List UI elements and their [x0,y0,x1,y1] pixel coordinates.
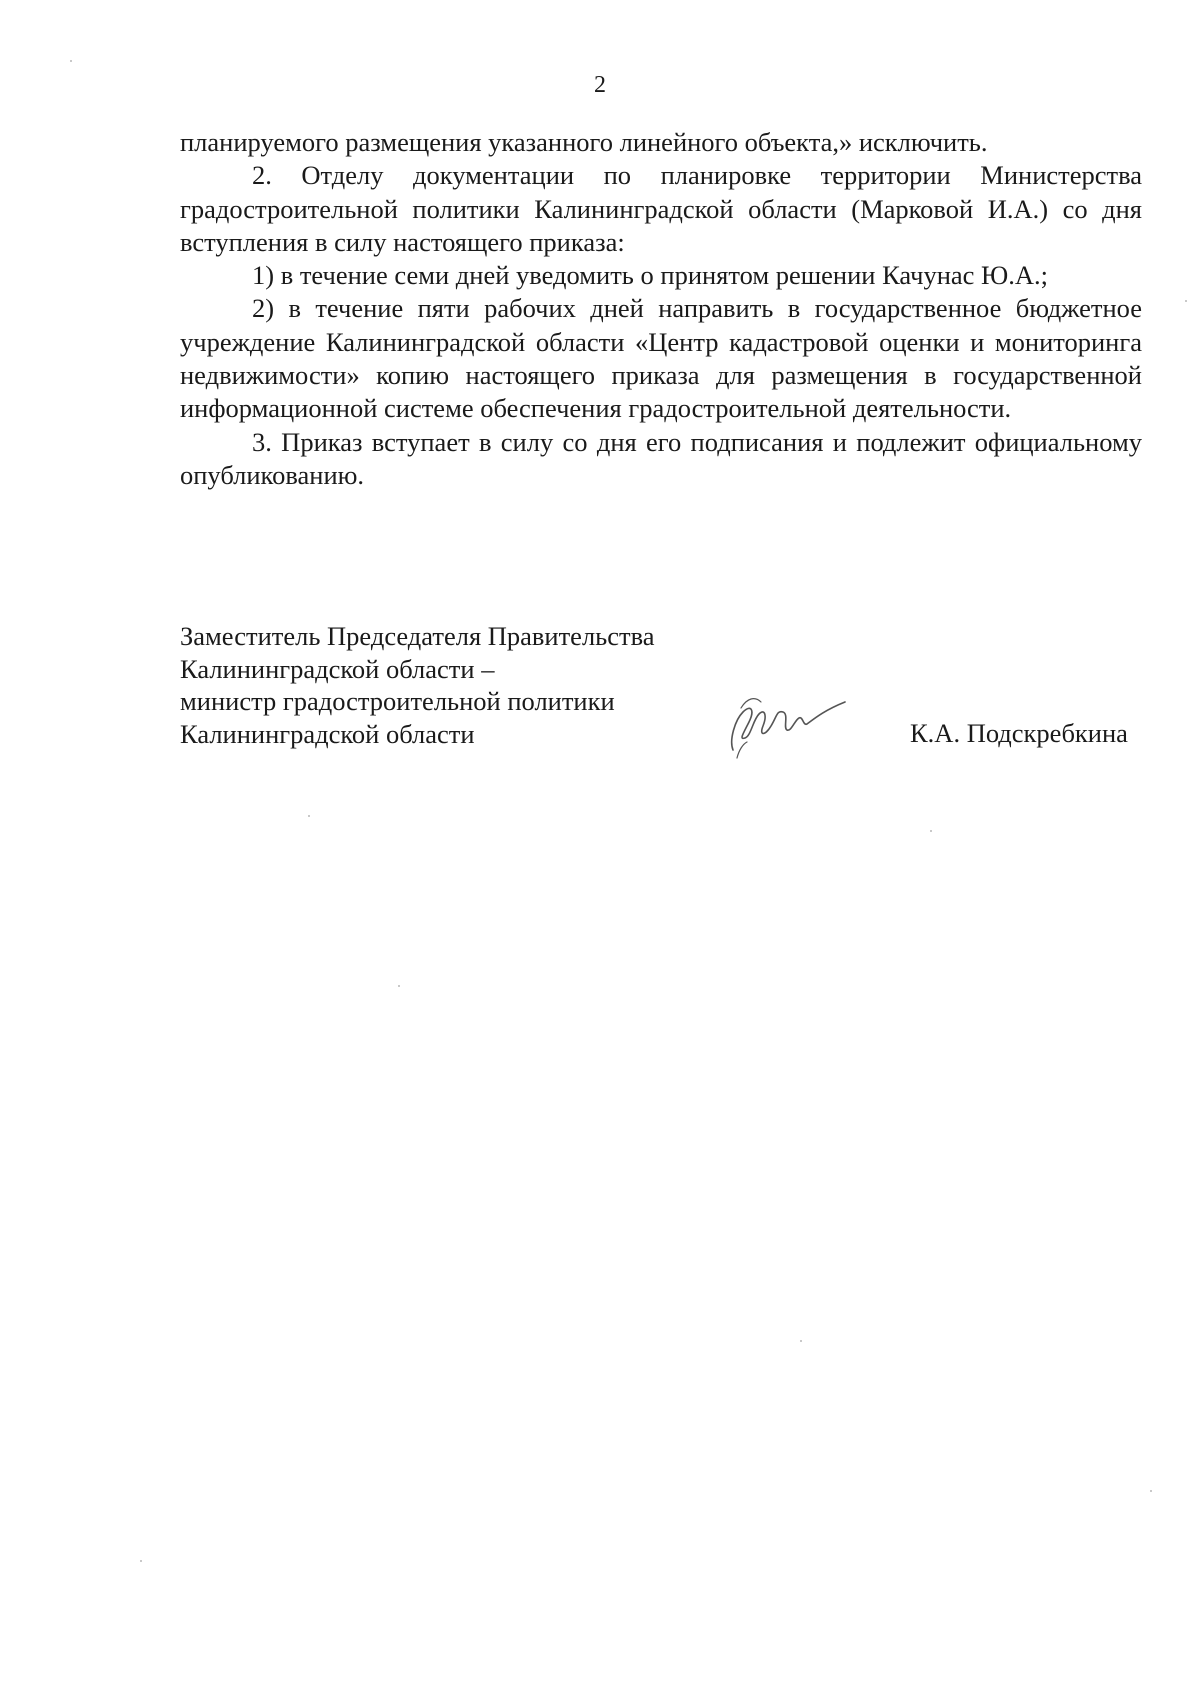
scan-speck [140,1560,142,1562]
scan-speck [70,60,72,62]
scan-speck [1185,300,1187,302]
scan-speck [800,1340,802,1342]
scan-speck [398,985,400,987]
signer-name: К.А. Подскребкина [910,718,1128,748]
page-number: 2 [594,72,606,98]
handwritten-signature [725,680,855,760]
paragraph-item-2: 2. Отделу документации по планировке территории Министерства градостроительной политики Калининградской области (Марковой И.А.) со дня вступления в силу настоящего приказа: [180,160,1142,257]
paragraph-subitem-1: 1) в течение семи дней уведомить о принятом решении Качунас Ю.А.; [252,260,1049,291]
document-body [180,126,1142,492]
scan-speck [308,815,310,817]
position-line: Калининградской области [180,718,475,749]
signatory-position [180,620,655,750]
position-line: Калининградской области – [180,653,495,684]
scan-speck [930,830,932,832]
position-line: Заместитель Председателя Правительства [180,621,655,651]
paragraph-item-3: 3. Приказ вступает в силу со дня его подписания и подлежит официальному опубликованию. [180,426,1142,490]
scan-speck [1150,1490,1152,1492]
paragraph-subitem-2: 2) в течение пяти рабочих дней направить в государственное бюджетное учреждение Калининградской области «Центр кадастровой оценки и мониторинга недвижимости» копию настоящего приказа для размещения в государственной информационной системе обеспечения градостроительной деятельности. [180,293,1142,424]
paragraph-continuation: планируемого размещения указанного линейного объекта,» исключить. [180,127,988,157]
position-line: министр градостроительной политики [180,686,615,716]
